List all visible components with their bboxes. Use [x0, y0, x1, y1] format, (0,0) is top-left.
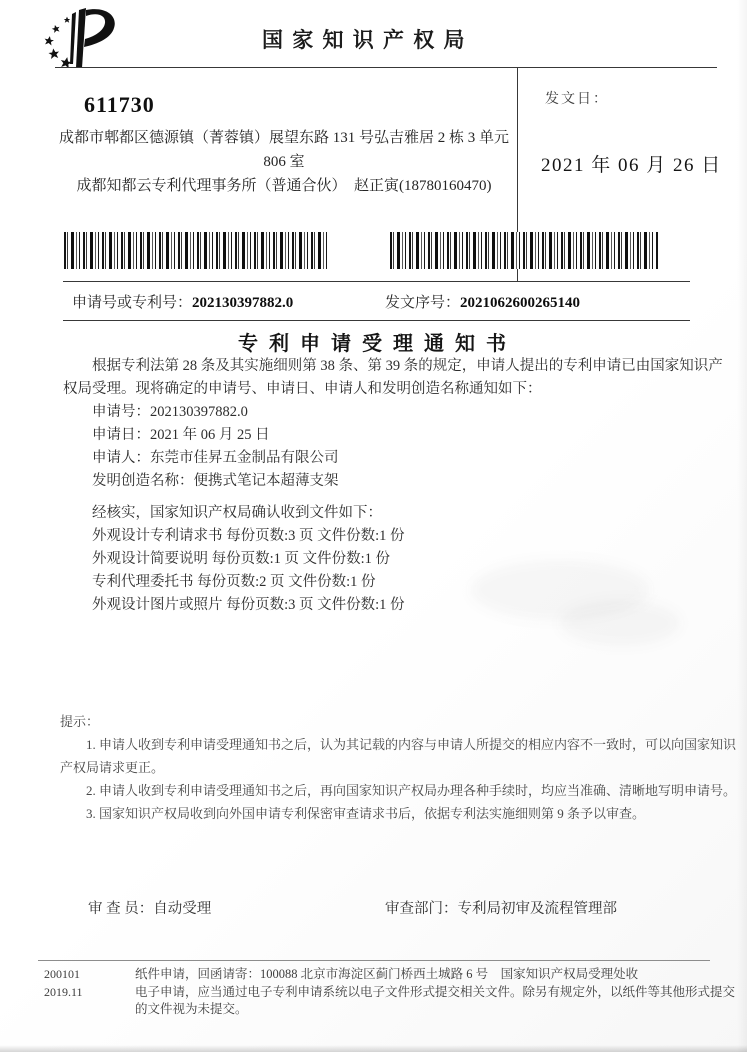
footer-notes: [135, 966, 736, 1019]
tips-section: [60, 710, 740, 825]
document-item: 外观设计专利请求书 每份页数:3 页 文件份数:1 份: [92, 528, 405, 544]
tip-item: 3. 国家知识产权局收到向外国申请专利保密审查请求书后，依据专利法实施细则第 9 条予以审查。: [86, 806, 646, 821]
document-item: 外观设计图片或照片 每份页数:3 页 文件份数:1 份: [92, 597, 405, 613]
field-label: 申请人：: [92, 450, 150, 466]
examiner-value: 自动受理: [153, 901, 212, 917]
agent-line: 成都知都云专利代理事务所（普通合伙） 赵正寅(18780160470): [76, 178, 492, 194]
page-edge-shadow-bottom: [0, 1045, 747, 1052]
field-label: 发明创造名称：: [92, 473, 194, 489]
field-label: 申请号：: [92, 404, 150, 420]
tips-label: 提示：: [60, 714, 100, 729]
dispatch-date-label: 发文日：: [545, 92, 609, 107]
application-number-value: 202130397882.0: [192, 295, 294, 311]
scan-smudge: [560, 600, 680, 646]
field-value: 2021 年 06 月 25 日: [150, 427, 270, 443]
form-date: 2019.11: [44, 984, 83, 999]
field-value: 东莞市佳昇五金制品有限公司: [150, 450, 339, 466]
tip-item: 2. 申请人收到专利申请受理通知书之后，再向国家知识产权局办理各种手续时，均应当准确、清晰地写明申请号。: [86, 783, 737, 798]
examiner-label: 审 查 员：: [88, 901, 154, 917]
agency-name: 国 家 知 识 产 权 局: [262, 28, 467, 52]
cnipa-logo-icon: [42, 8, 130, 68]
dispatch-number-row: [385, 291, 580, 312]
field-applicant: [63, 447, 723, 470]
page-edge-shadow-right: [737, 0, 747, 1052]
field-application-number: [63, 401, 723, 424]
department-row: [385, 897, 617, 918]
field-value: 202130397882.0: [150, 404, 248, 420]
notice-intro: 根据专利法第 28 条及其实施细则第 38 条、第 39 条的规定，申请人提出的专利申请已由国家知识产权局受理。现将确定的申请号、申请日、申请人和发明创造名称通知如下：: [63, 358, 723, 397]
rule-below-reference: [63, 320, 690, 321]
department-value: 专利局初审及流程管理部: [457, 901, 617, 917]
rule-above-reference: [63, 281, 690, 282]
field-label: 申请日：: [92, 427, 150, 443]
field-invention-title: [63, 470, 723, 493]
postal-code: 611730: [84, 92, 155, 117]
dispatch-number-value: 2021062600265140: [460, 295, 581, 311]
footer-electronic-note: 电子申请，应当通过电子专利申请系统以电子文件形式提交相关文件。除另有规定外，以纸件等其他形式提交的文件视为未提交。: [135, 984, 736, 1016]
header-rule: [55, 67, 717, 68]
footer-paper-note: 纸件申请，回函请寄：100088 北京市海淀区蓟门桥西土城路 6 号 国家知识产权局受理处收: [135, 967, 639, 981]
recipient-address: [56, 126, 512, 198]
notice-title: 专 利 申 请 受 理 通 知 书: [238, 333, 509, 355]
form-code: 200101: [44, 967, 80, 981]
examiner-row: [88, 897, 211, 918]
application-number-label: 申请号或专利号：: [72, 295, 193, 311]
department-label: 审查部门：: [385, 901, 458, 917]
dispatch-date-value: 2021 年 06 月 26 日: [541, 155, 722, 176]
application-number-row: [72, 291, 293, 312]
confirmation-line: 经核实，国家知识产权局确认收到文件如下：: [92, 505, 382, 521]
address-line-2: 806 室: [263, 154, 305, 170]
dispatch-number-label: 发文序号：: [385, 295, 461, 311]
address-line-1: 成都市郫都区德源镇（菁蓉镇）展望东路 131 号弘吉雅居 2 栋 3 单元: [58, 130, 509, 146]
barcode-dispatch: [390, 232, 659, 269]
tip-item: 1. 申请人收到专利申请受理通知书之后，认为其记载的内容与申请人所提交的相应内容不一致时，可以向国家知识产权局请求更正。: [60, 737, 737, 775]
document-item: 外观设计简要说明 每份页数:1 页 文件份数:1 份: [92, 551, 391, 567]
footer-rule: [38, 960, 710, 961]
document-item: 专利代理委托书 每份页数:2 页 文件份数:1 份: [92, 574, 376, 590]
field-application-date: [63, 424, 723, 447]
form-codes: [44, 966, 83, 1001]
field-value: 便携式笔记本超薄支架: [193, 473, 339, 489]
barcode-application: [64, 232, 330, 269]
